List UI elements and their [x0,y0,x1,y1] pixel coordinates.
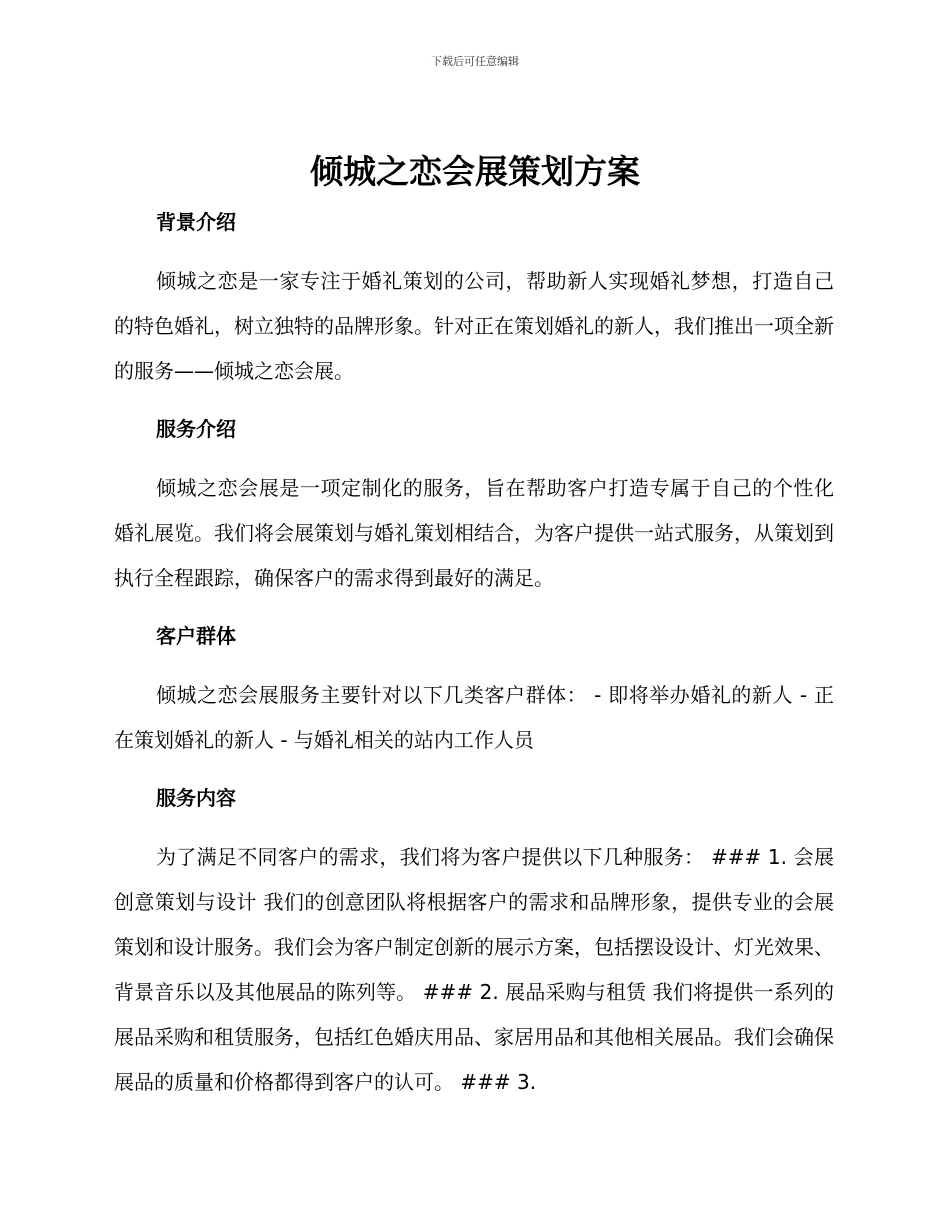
section-heading-background: 背景介绍 [156,210,236,234]
section-paragraph-background: 倾城之恋是一家专注于婚礼策划的公司，帮助新人实现婚礼梦想，打造自己的特色婚礼，树立独特的品牌形象。针对正在策划婚礼的新人，我们推出一项全新的服务——倾城之恋会展。 [114,269,834,383]
section-heading-service-content: 服务内容 [156,786,236,810]
section-paragraph-service-intro: 倾城之恋会展是一项定制化的服务，旨在帮助客户打造专属于自己的个性化婚礼展览。我们将会展策划与婚礼策划相结合，为客户提供一站式服务，从策划到执行全程跟踪，确保客户的需求得到最好的满足。 [114,476,834,590]
document-title: 倾城之恋会展策划方案 [310,152,640,191]
section-heading-customer-groups: 客户群体 [156,624,236,648]
section-paragraph-service-content: 为了满足不同客户的需求，我们将为客户提供以下几种服务： ### 1. 会展创意策划与设计 我们的创意团队将根据客户的需求和品牌形象，提供专业的会展策划和设计服务。我们会为客户制定创新的展示方案，包括摆设设计、灯光效果、背景音乐以及其他展品的陈列等。 ### 2. 展品采购与租赁 我们将提供一系列的展品采购和租赁服务，包括红色婚庆用品、家居用品和其他相关展品。我们会确保展品的质量和价格都得到客户的认可。 ### 3. [114,845,834,1094]
document-body [114,204,834,1105]
section-heading-service-intro: 服务介绍 [156,417,236,441]
section-paragraph-customer-groups: 倾城之恋会展服务主要针对以下几类客户群体： - 即将举办婚礼的新人 - 正在策划婚礼的新人 - 与婚礼相关的站内工作人员 [114,683,834,752]
header-note: 下载后可任意编辑 [431,55,519,68]
